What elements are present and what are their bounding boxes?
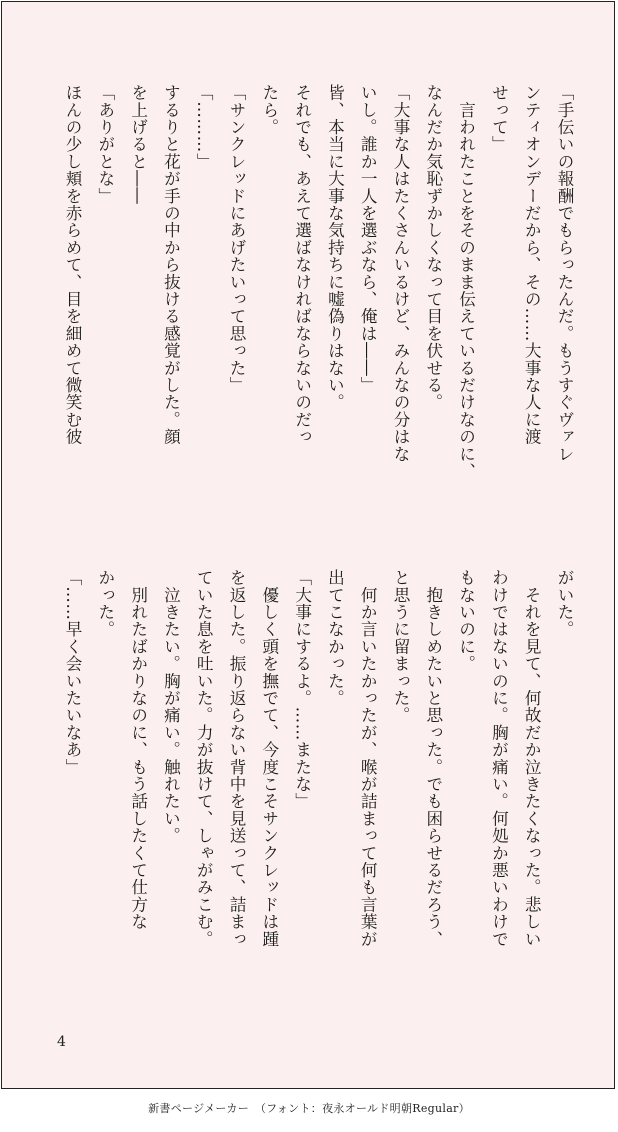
text-line: わけではないのに。胸が痛い。何処か悪いわけで xyxy=(489,569,509,948)
text-line: 抱きしめたいと思った。でも困らせるだろう、 xyxy=(423,569,443,948)
text-line: するりと花が手の中から抜ける感覚がした。顔 xyxy=(161,84,181,446)
text-line: かった。 xyxy=(95,569,115,638)
text-line: それを見て、何故だか泣きたくなった。悲しい xyxy=(522,569,542,948)
text-line: 出てこなかった。 xyxy=(325,569,345,707)
text-line: 優しく頭を撫でて、今度こそサンクレッドは踵 xyxy=(259,569,279,948)
text-line: 泣きたい。胸が痛い。触れたい。 xyxy=(161,569,181,845)
text-line: 「………」 xyxy=(194,84,214,170)
text-line: 言われたことをそのまま伝えているだけなのに、 xyxy=(456,84,476,480)
text-line: がいた。 xyxy=(555,569,574,638)
text-line: ンティオンデーだから、その……大事な人に渡 xyxy=(522,84,542,446)
text-line: を上げると―― xyxy=(128,84,148,205)
text-line: もないのに。 xyxy=(456,569,476,673)
text-line: を返した。振り返らない背中を見送って、詰まっ xyxy=(227,569,247,948)
text-line: それでも、あえて選ばなければならないのだっ xyxy=(292,84,312,446)
text-line: 「大事な人はたくさんいるけど、みんなの分はな xyxy=(391,84,411,463)
text-line: なんだか気恥ずかしくなって目を伏せる。 xyxy=(423,84,443,411)
text-line: たら。 xyxy=(259,84,279,136)
text-line: 「大事にするよ。……またな」 xyxy=(292,569,312,810)
generator-caption: 新書ページメーカー （フォント：夜永オールド明朝Regular） xyxy=(148,1102,470,1115)
upper-text-block xyxy=(55,84,580,554)
text-line: ほんの少し頬を赤らめて、目を細めて微笑む彼 xyxy=(63,84,83,446)
text-line: いし。誰か一人を選ぶなら、俺は――」 xyxy=(358,84,378,394)
text-line: 何か言いたかったが、喉が詰まって何も言葉が xyxy=(358,569,378,948)
text-line: 別れたばかりなのに、もう話したくて仕方な xyxy=(128,569,148,931)
text-line: 「……早く会いたいなあ」 xyxy=(63,569,83,776)
text-line: ていた息を吐いた。力が抜けて、しゃがみこむ。 xyxy=(194,569,214,948)
text-line: 「ありがとな」 xyxy=(95,84,115,205)
text-line: と思うに留まった。 xyxy=(391,569,411,724)
lower-text-block xyxy=(55,569,580,1039)
page-number: 4 xyxy=(57,1034,66,1050)
text-line: せって」 xyxy=(489,84,509,153)
text-line: 「サンクレッドにあげたいって思った」 xyxy=(227,84,247,394)
book-page xyxy=(1,1,615,1089)
text-line: 「手伝いの報酬でもらったんだ。もうすぐヴァレ xyxy=(555,84,574,463)
text-line: 皆、本当に大事な気持ちに嘘偽りはない。 xyxy=(325,84,345,411)
